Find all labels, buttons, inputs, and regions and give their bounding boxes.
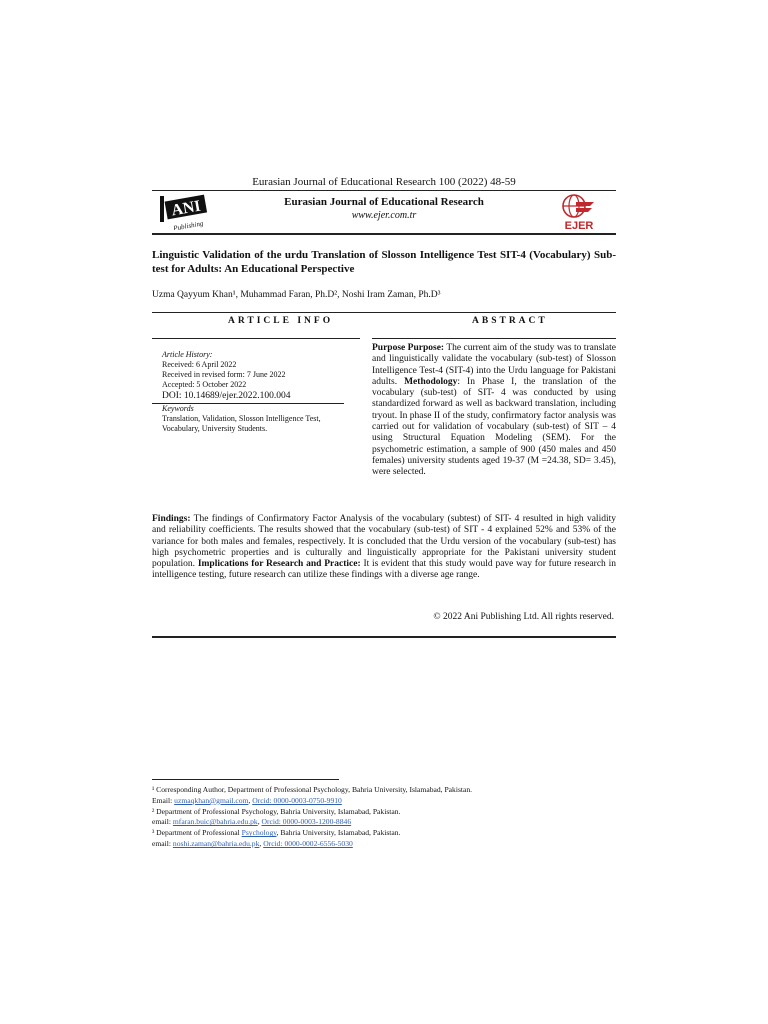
author-list: Uzma Qayyum Khan¹, Muhammad Faran, Ph.D², Noshi Iram Zaman, Ph.D³	[152, 290, 441, 300]
revised-date: Received in revised form: 7 June 2022	[162, 370, 286, 379]
findings-text: The findings of Confirmatory Factor Analysis of the vocabulary (subtest) of SIT- 4 resulted in high validity and reliability coefficients. The results showed that the vocabulary (sub-test) of SIT - 4 explained 52% and 53% of the variance for both males and females, respectively. It is concluded that the Urdu version of the vocabulary (sub-test) has high psychometric properties and is culturally and linguistically appropriate for the Pakistani university student population.	[152, 514, 616, 570]
header-rule-bottom	[152, 233, 616, 235]
section-rule-top	[152, 312, 616, 313]
email-link-3[interactable]: noshi.zaman@bahria.edu.pk	[172, 838, 260, 848]
accepted-date: Accepted: 5 October 2022	[162, 380, 247, 389]
orcid-link-2[interactable]: Orcid: 0000-0003-1200-8846	[261, 817, 352, 827]
article-title: Linguistic Validation of the urdu Translation of Slosson Intelligence Test SIT-4 (Vocabulary) Sub-test for Adults: An Educational Perspective	[152, 249, 616, 275]
purpose-label: Purpose Purpose:	[372, 343, 445, 353]
footnotes	[152, 785, 622, 850]
abstract-heading: ABSTRACT	[472, 316, 548, 326]
ejer-logo-text: EJER	[564, 220, 594, 232]
purpose-text: The current aim of the study was to translate and linguistically validate the vocabulary (sub-test) of Slosson Intelligence Test-4 (SIT-4) into the Urdu language for Pakistani adults.	[372, 343, 616, 387]
implications-label: Implications for Research and Practice:	[197, 559, 361, 570]
abstract-end-rule	[152, 636, 616, 638]
email-link-2[interactable]: mfaran.buic@bahria.edu.pk	[172, 817, 258, 827]
article-history-label: Article History:	[162, 350, 213, 359]
ani-logo-subtext: Publishing	[172, 219, 204, 230]
findings-label: Findings:	[152, 514, 191, 524]
footnote-1: ¹ Corresponding Author, Department of Professional Psychology, Bahria University, Islamabad, Pakistan.	[152, 785, 473, 794]
article-info-heading: ARTICLE INFO	[228, 316, 334, 326]
footnote-1-contact: Email: uzmaqkhan@gmail.com, Orcid: 0000-0003-0750-9910	[152, 795, 342, 805]
methodology-text: : In Phase I, the translation of the vocabulary (sub-test) of SIT- 4 was conducted by using standardized forward as well as backward translation, including tryout. In phase II of the study, confirmatory factor analysis was carried out for validation of vocabulary (sub-test) of SIT – 4 using Structural Equation Modeling (SEM). For the psychometric estimation, a sample of 900 (450 males and 450 females) university students aged 19-37 (M =24.38, SD= 3.45), were selected.	[372, 376, 616, 478]
email-link-1[interactable]: uzmaqkhan@gmail.com	[174, 795, 249, 805]
journal-block	[152, 196, 616, 221]
header-rule-top	[152, 190, 616, 191]
abstract-body	[372, 343, 616, 479]
orcid-link-3[interactable]: Orcid: 0000-0002-6556-5030	[263, 838, 353, 848]
footnote-3: ³ Department of Professional Psychology, Bahria University, Islamabad, Pakistan.	[152, 828, 401, 838]
doi[interactable]: DOI: 10.14689/ejer.2022.100.004	[162, 391, 291, 401]
footnote-rule	[152, 779, 339, 780]
journal-name: Eurasian Journal of Educational Research	[284, 196, 484, 208]
running-header: Eurasian Journal of Educational Research 100 (2022) 48-59	[252, 176, 516, 188]
ejer-logo	[554, 192, 604, 232]
psychology-link[interactable]: Psychology	[241, 828, 277, 838]
footnote-3-contact: email: noshi.zaman@bahria.edu.pk, Orcid: 0000-0002-6556-5030	[152, 838, 353, 848]
abstract-rule	[372, 338, 616, 339]
ani-logo-text: ANI	[170, 197, 203, 220]
copyright: © 2022 Ani Publishing Ltd. All rights reserved.	[433, 612, 614, 622]
implications-text: It is evident that this study would pave way for future research in intelligence testing, future research can utilize these findings with a diverse age range.	[152, 559, 616, 581]
article-info	[162, 350, 352, 434]
article-info-rule	[152, 338, 360, 339]
keywords-label: Keywords	[162, 404, 194, 413]
orcid-link-1[interactable]: Orcid: 0000-0003-0750-9910	[252, 795, 342, 805]
methodology-label: Methodology	[404, 376, 458, 387]
footnote-2-contact: email: mfaran.buic@bahria.edu.pk, Orcid: 0000-0003-1200-8846	[152, 817, 352, 827]
keywords: Translation, Validation, Slosson Intelligence Test, Vocabulary, University Students.	[162, 414, 321, 433]
received-date: Received: 6 April 2022	[162, 360, 237, 369]
journal-url[interactable]: www.ejer.com.tr	[351, 210, 417, 221]
footnote-2: ² Department of Professional Psychology, Bahria University, Islamabad, Pakistan.	[152, 806, 401, 816]
abstract-findings	[152, 514, 616, 582]
